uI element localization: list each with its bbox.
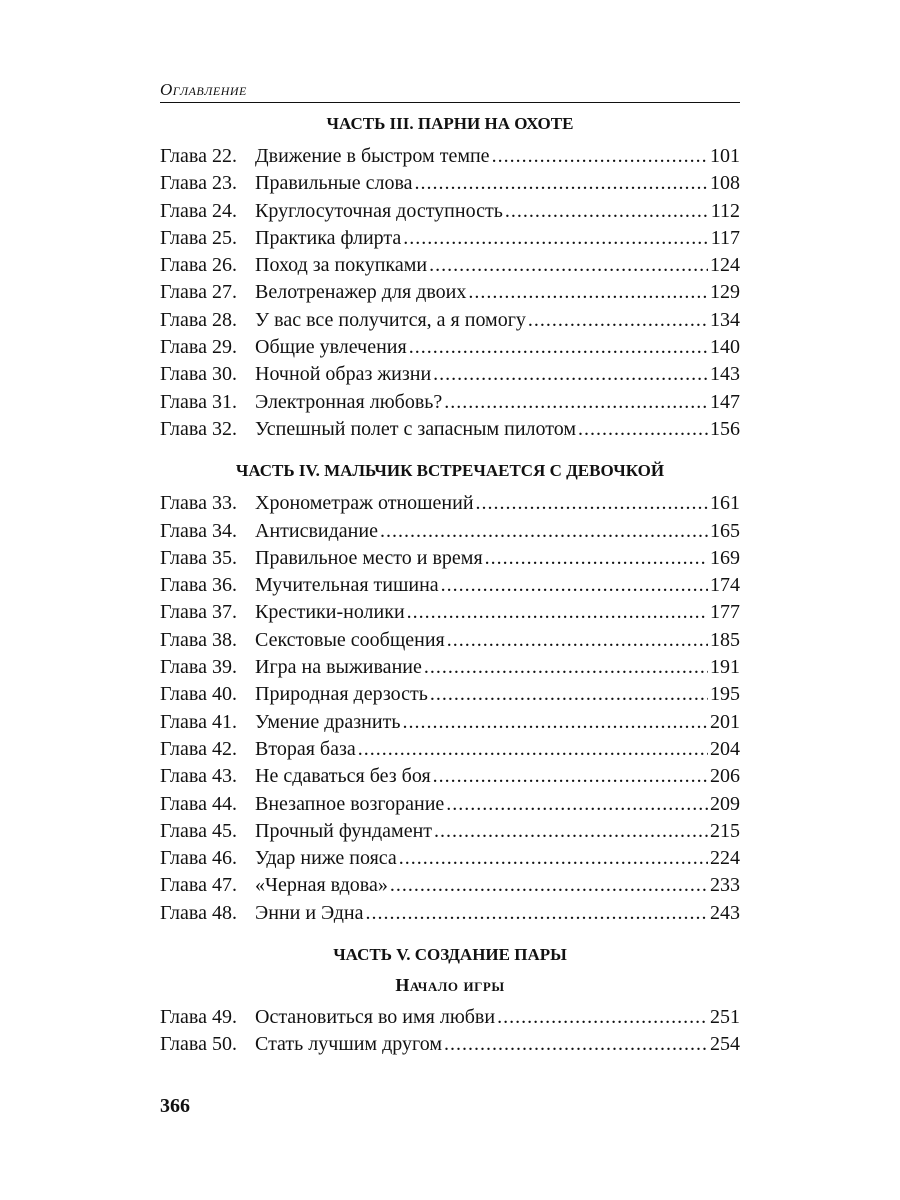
chapter-title: Правильное место и время bbox=[255, 546, 483, 569]
dot-leader bbox=[446, 791, 708, 818]
chapter-page: 108 bbox=[710, 172, 740, 195]
chapter-title: Поход за покупками bbox=[255, 254, 428, 277]
dot-leader bbox=[409, 334, 708, 361]
part-4-chapter-list bbox=[160, 490, 740, 927]
chapter-number: Глава 44. bbox=[160, 792, 237, 815]
chapter-number: Глава 42. bbox=[160, 737, 237, 760]
dot-leader bbox=[444, 1031, 708, 1058]
toc-row bbox=[160, 872, 740, 899]
toc-row bbox=[160, 1031, 740, 1058]
chapter-title: Движение в быстром темпе bbox=[255, 145, 490, 167]
dot-leader bbox=[468, 279, 708, 306]
chapter-number: Глава 36. bbox=[160, 574, 237, 597]
dot-leader bbox=[424, 654, 708, 681]
dot-leader bbox=[403, 225, 708, 252]
part-3-chapter-list bbox=[160, 143, 740, 443]
chapter-title: Не сдаваться без боя bbox=[255, 765, 431, 788]
chapter-page: 251 bbox=[710, 1006, 740, 1029]
toc-row bbox=[160, 545, 740, 572]
chapter-title: Умение дразнить bbox=[255, 710, 401, 733]
chapter-title: Практика флирта bbox=[255, 226, 402, 249]
chapter-number: Глава 39. bbox=[160, 656, 237, 679]
part-3-title: ЧАСТЬ III. ПАРНИ НА ОХОТЕ bbox=[326, 114, 574, 133]
toc-row bbox=[160, 170, 740, 197]
toc-row bbox=[160, 361, 740, 388]
chapter-number: Глава 38. bbox=[160, 628, 237, 651]
toc-row bbox=[160, 307, 740, 334]
toc-row bbox=[160, 627, 740, 654]
chapter-page: 143 bbox=[710, 363, 740, 386]
chapter-page: 185 bbox=[710, 628, 740, 651]
toc-row bbox=[160, 791, 740, 818]
chapter-title: Энни и Эдна bbox=[255, 901, 364, 924]
chapter-number: Глава 37. bbox=[160, 601, 237, 624]
toc-row bbox=[160, 572, 740, 599]
toc-row bbox=[160, 845, 740, 872]
chapter-title: У вас все получится, а я помогу bbox=[255, 308, 526, 331]
dot-leader bbox=[476, 490, 708, 517]
dot-leader bbox=[434, 818, 708, 845]
toc-row bbox=[160, 518, 740, 545]
chapter-title: Прочный фундамент bbox=[255, 819, 433, 842]
chapter-page: 156 bbox=[710, 417, 740, 440]
chapter-title: Природная дерзость bbox=[255, 683, 428, 706]
dot-leader bbox=[433, 763, 708, 790]
dot-leader bbox=[497, 1004, 708, 1031]
dot-leader bbox=[390, 872, 708, 899]
dot-leader bbox=[430, 681, 708, 708]
part-5-chapter-list bbox=[160, 1004, 740, 1059]
part-5-title: ЧАСТЬ V. СОЗДАНИЕ ПАРЫ bbox=[333, 945, 567, 965]
dot-leader bbox=[447, 627, 708, 654]
chapter-title: Ночной образ жизни bbox=[255, 363, 432, 386]
chapter-page: 124 bbox=[710, 254, 740, 277]
chapter-page: 147 bbox=[710, 390, 740, 413]
chapter-title: Вторая база bbox=[255, 737, 356, 760]
toc-row bbox=[160, 654, 740, 681]
chapter-page: 209 bbox=[710, 792, 740, 815]
chapter-page: 174 bbox=[710, 574, 740, 597]
chapter-number: Глава 24. bbox=[160, 199, 237, 222]
dot-leader bbox=[407, 599, 708, 626]
chapter-page: 177 bbox=[710, 601, 740, 624]
chapter-page: 165 bbox=[710, 519, 740, 542]
chapter-number: Глава 35. bbox=[160, 546, 237, 569]
chapter-number: Глава 22. bbox=[160, 145, 237, 167]
dot-leader bbox=[380, 518, 708, 545]
chapter-title: Успешный полет с запасным пилотом bbox=[255, 417, 577, 440]
toc-row bbox=[160, 334, 740, 361]
chapter-title: Электронная любовь? bbox=[255, 390, 443, 413]
chapter-page: 117 bbox=[710, 226, 740, 249]
toc-row bbox=[160, 252, 740, 279]
chapter-page: 233 bbox=[710, 874, 740, 897]
dot-leader bbox=[415, 170, 709, 197]
dot-leader bbox=[433, 361, 708, 388]
chapter-number: Глава 47. bbox=[160, 874, 237, 897]
chapter-title: Хронометраж отношений bbox=[255, 492, 474, 515]
chapter-title: Велотренажер для двоих bbox=[255, 281, 467, 304]
toc-row bbox=[160, 198, 740, 225]
toc-row bbox=[160, 900, 740, 927]
chapter-number: Глава 46. bbox=[160, 847, 237, 870]
chapter-title: Стать лучшим другом bbox=[255, 1033, 442, 1056]
dot-leader bbox=[492, 143, 708, 170]
chapter-number: Глава 26. bbox=[160, 254, 237, 277]
chapter-number: Глава 25. bbox=[160, 226, 237, 249]
dot-leader bbox=[485, 545, 708, 572]
chapter-title: Мучительная тишина bbox=[255, 574, 439, 597]
chapter-title: Антисвидание bbox=[255, 519, 378, 542]
part-5-subtitle: Начало игры bbox=[395, 975, 505, 996]
chapter-page: 129 bbox=[710, 281, 740, 304]
chapter-number: Глава 48. bbox=[160, 901, 237, 924]
toc-row bbox=[160, 490, 740, 517]
toc-row bbox=[160, 225, 740, 252]
dot-leader bbox=[528, 307, 708, 334]
chapter-title: Правильные слова bbox=[255, 172, 413, 195]
chapter-title: «Черная вдова» bbox=[255, 874, 388, 897]
dot-leader bbox=[358, 736, 708, 763]
dot-leader bbox=[441, 572, 708, 599]
part-4-title: ЧАСТЬ IV. МАЛЬЧИК ВСТРЕЧАЕТСЯ С ДЕВОЧКОЙ bbox=[235, 461, 665, 481]
dot-leader bbox=[429, 252, 708, 279]
chapter-title: Удар ниже пояса bbox=[255, 847, 397, 870]
chapter-number: Глава 27. bbox=[160, 281, 237, 304]
toc-row bbox=[160, 709, 740, 736]
toc-page bbox=[160, 78, 740, 1059]
chapter-page: 224 bbox=[710, 847, 740, 870]
toc-row bbox=[160, 143, 740, 170]
chapter-page: 243 bbox=[710, 901, 740, 924]
chapter-page: 195 bbox=[710, 683, 740, 706]
chapter-page: 134 bbox=[710, 308, 740, 331]
chapter-number: Глава 31. bbox=[160, 390, 237, 413]
chapter-page: 101 bbox=[710, 145, 740, 167]
chapter-number: Глава 29. bbox=[160, 336, 237, 359]
chapter-number: Глава 32. bbox=[160, 417, 237, 440]
toc-row bbox=[160, 736, 740, 763]
toc-row bbox=[160, 599, 740, 626]
chapter-page: 161 bbox=[710, 492, 740, 515]
dot-leader bbox=[402, 709, 708, 736]
chapter-title: Секстовые сообщения bbox=[255, 628, 445, 651]
chapter-title: Круглосуточная доступность bbox=[255, 199, 503, 222]
chapter-number: Глава 45. bbox=[160, 819, 237, 842]
chapter-page: 204 bbox=[710, 737, 740, 760]
chapter-page: 254 bbox=[710, 1033, 740, 1056]
dot-leader bbox=[505, 198, 709, 225]
toc-row bbox=[160, 389, 740, 416]
chapter-number: Глава 41. bbox=[160, 710, 237, 733]
chapter-number: Глава 33. bbox=[160, 492, 237, 515]
running-head: Оглавление bbox=[160, 78, 740, 103]
chapter-number: Глава 43. bbox=[160, 765, 237, 788]
toc-row bbox=[160, 818, 740, 845]
chapter-title: Крестики-нолики bbox=[255, 601, 405, 624]
chapter-number: Глава 40. bbox=[160, 683, 237, 706]
chapter-number: Глава 30. bbox=[160, 363, 237, 386]
chapter-page: 169 bbox=[710, 546, 740, 569]
dot-leader bbox=[399, 845, 708, 872]
chapter-number: Глава 49. bbox=[160, 1006, 237, 1029]
toc-row bbox=[160, 416, 740, 443]
chapter-title: Игра на выживание bbox=[255, 656, 422, 679]
chapter-page: 140 bbox=[710, 336, 740, 359]
chapter-number: Глава 34. bbox=[160, 519, 237, 542]
chapter-title: Общие увлечения bbox=[255, 336, 407, 359]
toc-row bbox=[160, 1004, 740, 1031]
chapter-page: 112 bbox=[710, 199, 740, 222]
toc-row bbox=[160, 279, 740, 306]
chapter-number: Глава 23. bbox=[160, 172, 237, 195]
chapter-page: 215 bbox=[710, 819, 740, 842]
dot-leader bbox=[444, 389, 708, 416]
chapter-title: Внезапное возгорание bbox=[255, 792, 445, 815]
toc-row bbox=[160, 681, 740, 708]
chapter-page: 201 bbox=[710, 710, 740, 733]
dot-leader bbox=[578, 416, 708, 443]
chapter-page: 191 bbox=[710, 656, 740, 679]
chapter-number: Глава 28. bbox=[160, 308, 237, 331]
chapter-number: Глава 50. bbox=[160, 1033, 237, 1056]
dot-leader bbox=[365, 900, 708, 927]
toc-row bbox=[160, 763, 740, 790]
page-number: 366 bbox=[160, 1095, 190, 1117]
chapter-title: Остановиться во имя любви bbox=[255, 1006, 496, 1029]
chapter-page: 206 bbox=[710, 765, 740, 788]
